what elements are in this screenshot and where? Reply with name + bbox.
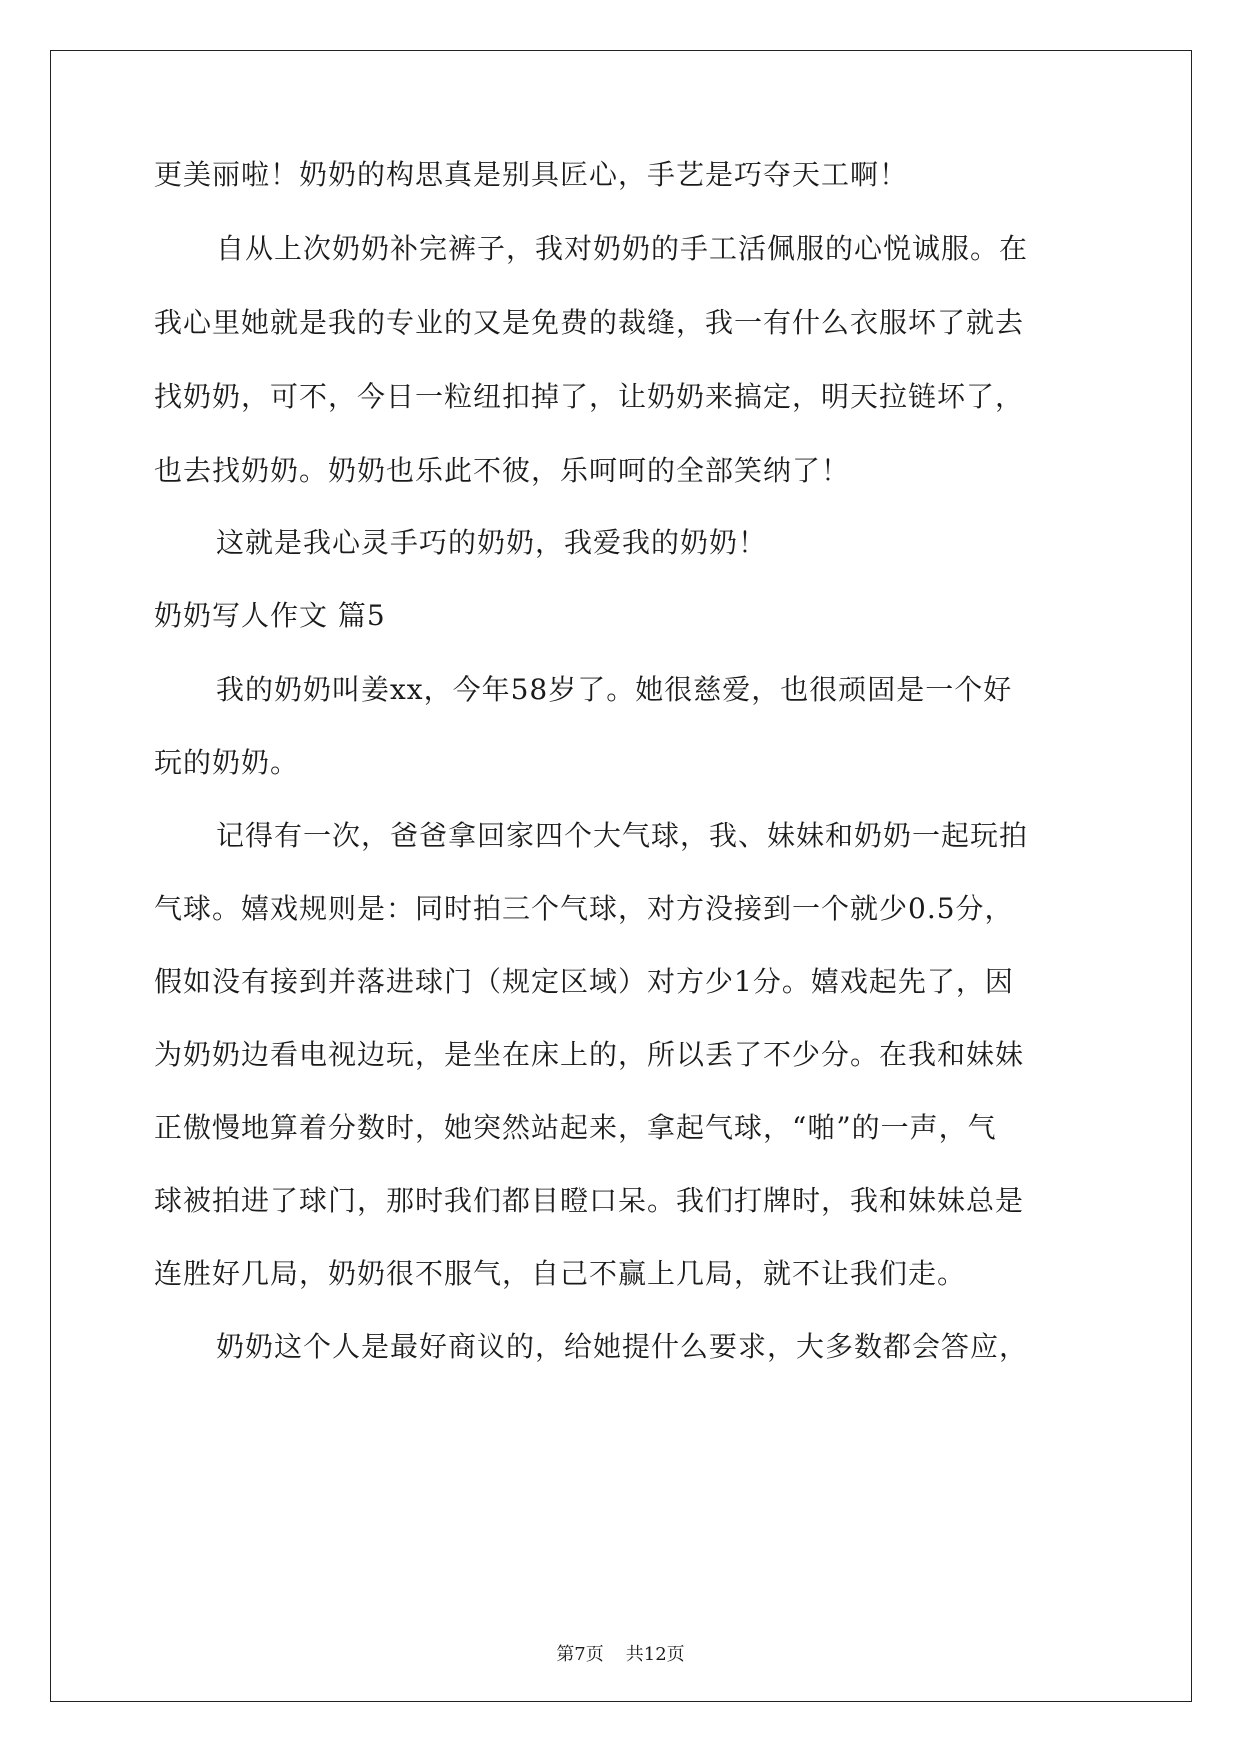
paragraph-line: 球被拍进了球门，那时我们都目瞪口呆。我们打牌时，我和妹妹总是 (154, 1184, 1025, 1217)
paragraph-line: 气球。嬉戏规则是：同时拍三个气球，对方没接到一个就少0.5分， (154, 892, 1014, 925)
paragraph-line: 更美丽啦！奶奶的构思真是别具匠心，手艺是巧夺天工啊！ (154, 158, 909, 191)
paragraph-line: 也去找奶奶。奶奶也乐此不彼，乐呵呵的全部笑纳了！ (154, 454, 851, 487)
page-number-total: 共12页 (625, 1644, 685, 1665)
paragraph-line: 这就是我心灵手巧的奶奶，我爱我的奶奶！ (216, 526, 768, 559)
paragraph-line: 我心里她就是我的专业的又是免费的裁缝，我一有什么衣服坏了就去 (154, 306, 1025, 339)
paragraph-line: 记得有一次，爸爸拿回家四个大气球，我、妹妹和奶奶一起玩拍 (216, 819, 1029, 852)
paragraph-line: 连胜好几局，奶奶很不服气，自己不赢上几局，就不让我们走。 (154, 1257, 967, 1290)
page-footer (0, 1640, 1241, 1666)
paragraph-line: 找奶奶，可不，今日一粒纽扣掉了，让奶奶来搞定，明天拉链坏了， (154, 380, 1025, 413)
paragraph-line: 假如没有接到并落进球门（规定区域）对方少1分。嬉戏起先了，因 (154, 965, 1014, 998)
paragraph-line: 玩的奶奶。 (154, 746, 300, 779)
paragraph-line: 奶奶这个人是最好商议的，给她提什么要求，大多数都会答应， (216, 1330, 1029, 1363)
page-border (50, 50, 1192, 1702)
section-heading: 奶奶写人作文 篇5 (154, 599, 386, 632)
paragraph-line: 自从上次奶奶补完裤子，我对奶奶的手工活佩服的心悦诚服。在 (216, 232, 1029, 265)
paragraph-line: 正傲慢地算着分数时，她突然站起来，拿起气球，“啪”的一声，气 (154, 1111, 997, 1144)
paragraph-line: 为奶奶边看电视边玩，是坐在床上的，所以丢了不少分。在我和妹妹 (154, 1038, 1025, 1071)
paragraph-line: 我的奶奶叫姜xx，今年58岁了。她很慈爱，也很顽固是一个好 (216, 673, 1013, 706)
page-number-current: 第7页 (556, 1644, 604, 1665)
